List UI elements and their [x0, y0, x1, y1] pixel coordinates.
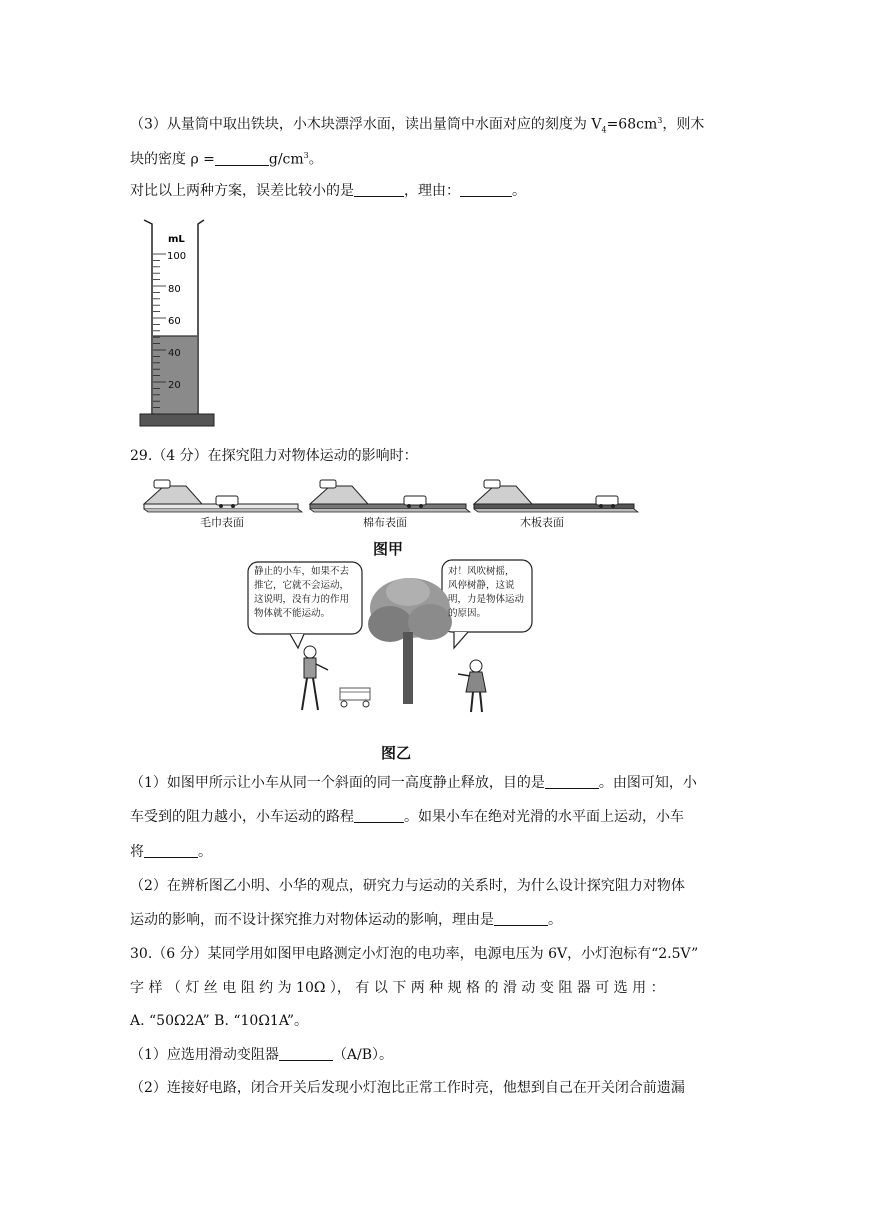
speech-text-left: 静止的小车，如果不去 推它，它就不会运动， 这说明，没有力的作用 物体就不能运动。: [254, 566, 350, 619]
q30-p1: （1）应选用滑动变阻器 （A/B）。: [130, 1047, 394, 1063]
rheostat-choice-blank[interactable]: [279, 1046, 333, 1061]
girl-figure: [458, 660, 486, 712]
towel-surface-setup: [144, 480, 302, 512]
q30-line1: 30.（6 分）某同学用如图甲电路测定小灯泡的电功率，电源电压为 6V，小灯泡标有“2.5V”: [130, 946, 699, 962]
q29-p1-line3: 将 。: [130, 844, 212, 860]
q28-step3-line1: （3）从量筒中取出铁块，小木块漂浮水面，读出量筒中水面对应的刻度为 $V_4=68cm^3$，则木: [130, 116, 705, 135]
distance-blank[interactable]: [354, 808, 404, 823]
q29-p2-line2: 运动的影响，而不设计探究推力对物体运动的影响，理由是 。: [130, 912, 562, 928]
speech-text-right: 对！风吹树摇， 风停树静，这说 明，力是物体运动 的原因。: [448, 566, 525, 619]
q30-line2: 字 样 （ 灯 丝 电 阻 约 为 10Ω ）， 有 以 下 两 种 规 格 的 滑 动 变 阻 器 可 选 用 ：: [130, 980, 665, 996]
wood-surface-setup: [474, 480, 638, 512]
reason-push-blank[interactable]: [494, 911, 548, 926]
q28-compare-line: 对比以上两种方案，误差比较小的是 ，理由： 。: [130, 183, 526, 199]
q29-heading: 29.（4 分）在探究阻力对物体运动的影响时：: [130, 448, 418, 464]
q28-step3-line2: 块的密度 $\rho = g/cm^3$。: [130, 151, 323, 168]
tree: [368, 578, 452, 704]
surface-label-towel: 毛巾表面: [200, 516, 244, 529]
cylinder-label-60: 60: [168, 316, 181, 327]
boy-figure: [302, 646, 328, 710]
cylinder-label-80: 80: [168, 284, 181, 295]
smooth-surface-blank[interactable]: [144, 843, 198, 858]
cart: [340, 688, 370, 707]
surface-label-cotton: 棉布表面: [363, 516, 407, 529]
figure-yi-caption: 图乙: [381, 744, 412, 762]
purpose-blank[interactable]: [545, 774, 599, 789]
q30-p2: （2）连接好电路，闭合开关后发现小灯泡比正常工作时亮，他想到自己在开关闭合前遗漏: [130, 1080, 685, 1096]
cylinder-unit: mL: [168, 234, 185, 245]
cylinder-label-40: 40: [168, 348, 181, 359]
surface-label-wood: 木板表面: [520, 516, 564, 529]
reason-blank[interactable]: [460, 182, 512, 197]
figure-jia-caption: 图甲: [373, 540, 404, 558]
density-blank[interactable]: [215, 151, 269, 166]
better-scheme-blank[interactable]: [354, 182, 404, 197]
q29-p2-line1: （2）在辨析图乙小明、小华的观点，研究力与运动的关系时，为什么设计探究阻力对物体: [130, 878, 685, 894]
cotton-surface-setup: [310, 480, 470, 512]
q29-p1-line2: 车受到的阻力越小，小车运动的路程 。如果小车在绝对光滑的水平面上运动，小车: [130, 809, 684, 825]
cylinder-label-100: 100: [167, 251, 187, 262]
q29-p1-line1: （1）如图甲所示让小车从同一个斜面的同一高度静止释放，目的是 。由图可知，小: [130, 775, 697, 791]
q30-line3: A. “50Ω2A” B. “10Ω1A”。: [130, 1013, 309, 1029]
graduated-cylinder: [138, 214, 218, 428]
cylinder-label-20: 20: [168, 380, 181, 391]
